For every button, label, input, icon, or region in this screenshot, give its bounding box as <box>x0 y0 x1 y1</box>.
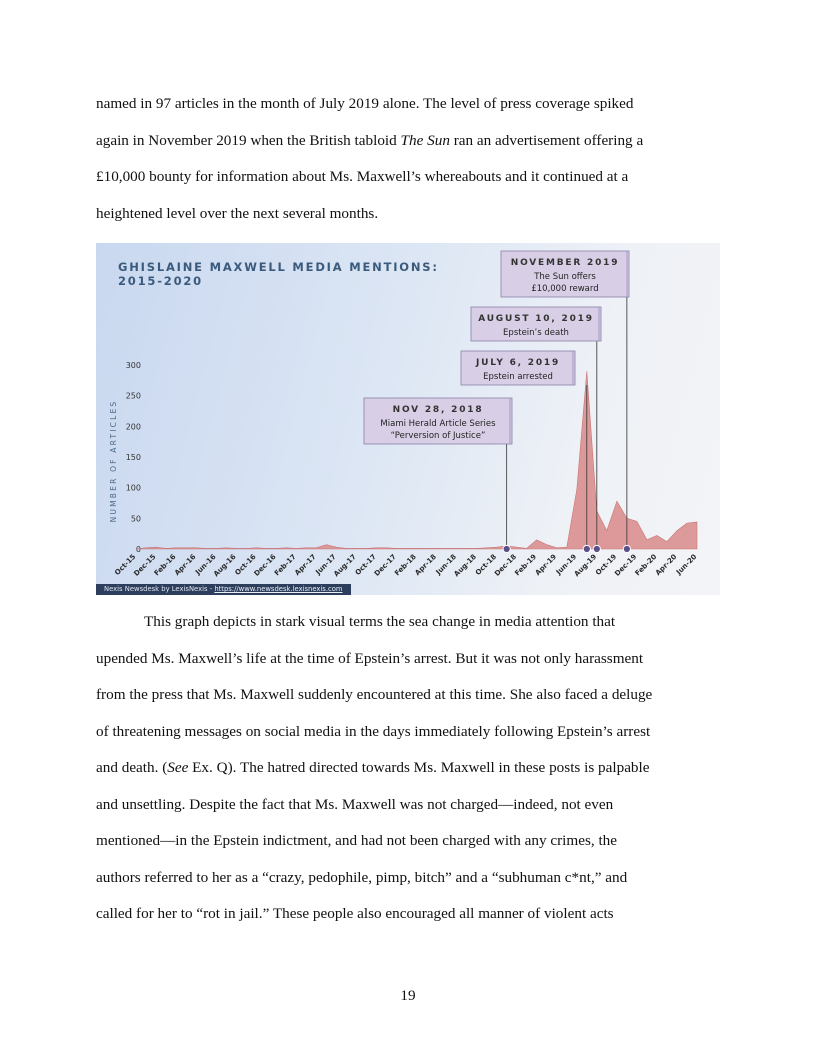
text-line: called for her to “rot in jail.” These people also encouraged all manner of violent acts <box>96 905 614 922</box>
event-marker <box>623 545 630 552</box>
x-tick-label: Dec-17 <box>372 552 398 578</box>
x-tick-label: Feb-20 <box>633 552 659 578</box>
x-tick-label: Dec-15 <box>132 552 158 578</box>
x-tick-label: Dec-16 <box>252 552 278 578</box>
text-line: authors referred to her as a “crazy, pedophile, pimp, bitch” and a “subhuman c*nt,” and <box>96 868 628 886</box>
source-link[interactable]: https://www.newsdesk.lexisnexis.com <box>214 585 343 593</box>
x-tick-label: Feb-19 <box>513 552 539 578</box>
x-tick-label: Oct-16 <box>233 552 258 577</box>
x-tick-label: Oct-19 <box>594 552 619 577</box>
text-line: and death. (See Ex. Q). The hatred directed towards Ms. Maxwell in these posts is palpable <box>96 759 650 776</box>
x-tick-label: Apr-17 <box>293 552 318 578</box>
x-tick-label: Feb-16 <box>152 552 178 578</box>
text-line: £10,000 bounty for information about Ms. Maxwell’s whereabouts and it continued at a <box>96 168 629 185</box>
y-tick-label: 300 <box>125 361 141 370</box>
paragraph-1 <box>96 86 726 232</box>
text-line: upended Ms. Maxwell’s life at the time of Epstein’s arrest. But it was not only harassment <box>96 649 644 667</box>
x-tick-label: Aug-17 <box>332 552 358 579</box>
event-marker <box>583 545 590 552</box>
x-tick-label: Apr-16 <box>173 552 198 578</box>
x-tick-label: Dec-19 <box>613 552 639 578</box>
annotation-title: AUGUST 10, 2019 <box>478 314 594 324</box>
annotation-title: NOVEMBER 2019 <box>510 258 620 268</box>
text-line: again in November 2019 when the British tabloid The Sun ran an advertisement offering a <box>96 131 644 149</box>
text-line: of threatening messages on social media in the days immediately following Epstein’s arrest <box>96 722 651 740</box>
x-tick-label: Feb-18 <box>393 552 418 578</box>
text-line: heightened level over the next several months. <box>96 204 379 222</box>
annotation-text: “Perversion of Justice” <box>390 431 486 441</box>
y-tick-label: 200 <box>125 422 141 432</box>
chart-title: 2015-2020 <box>118 274 203 288</box>
text-line: mentioned—in the Epstein indictment, and had not been charged with any crimes, the <box>96 832 618 849</box>
x-tick-label: Apr-19 <box>533 552 559 578</box>
annotation-text: £10,000 reward <box>531 284 599 294</box>
source-credit <box>96 584 351 595</box>
annotation-text: Miami Herald Article Series <box>380 419 496 429</box>
x-tick-label: Oct-17 <box>353 552 378 577</box>
x-tick-label: Jun-20 <box>674 552 699 577</box>
page-number: 19 <box>400 987 416 1004</box>
x-tick-label: Aug-19 <box>572 552 599 579</box>
annotation-text: The Sun offers <box>534 272 596 282</box>
text-line: named in 97 articles in the month of July 2019 alone. The level of press coverage spiked <box>96 95 634 112</box>
y-tick-label: 250 <box>125 391 141 401</box>
annotation-title: JULY 6, 2019 <box>475 358 561 368</box>
x-tick-label: Jun-19 <box>554 552 579 577</box>
paragraph-2 <box>96 604 726 933</box>
x-tick-label: Oct-18 <box>473 552 499 577</box>
chart-title: GHISLAINE MAXWELL MEDIA MENTIONS: <box>118 260 439 274</box>
x-tick-label: Oct-15 <box>113 552 138 577</box>
chart-svg <box>96 243 720 595</box>
x-tick-label: Jun-16 <box>194 552 218 577</box>
media-mentions-chart <box>96 243 720 595</box>
x-tick-label: Dec-18 <box>493 552 519 578</box>
annotation-text: Epstein’s death <box>503 328 569 338</box>
event-marker <box>593 545 600 552</box>
y-tick-label: 150 <box>125 453 141 462</box>
x-tick-label: Aug-16 <box>212 552 238 579</box>
y-tick-label: 100 <box>125 483 141 493</box>
annotation-text: Epstein arrested <box>483 372 553 382</box>
x-tick-label: Feb-17 <box>273 552 298 578</box>
y-tick-label: 50 <box>130 514 141 524</box>
text-line: This graph depicts in stark visual terms the sea change in media attention that <box>144 613 616 630</box>
annotation-title: NOV 28, 2018 <box>392 405 484 415</box>
x-tick-label: Apr-18 <box>413 552 438 578</box>
x-tick-label: Jun-17 <box>314 552 338 577</box>
event-marker <box>503 545 510 552</box>
y-tick-label: 0 <box>135 545 141 554</box>
text-line: from the press that Ms. Maxwell suddenly encountered at this time. She also faced a deluge <box>96 686 653 703</box>
source-prefix: Nexis Newsdesk by LexisNexis - <box>104 585 215 593</box>
x-tick-label: Apr-20 <box>653 552 679 578</box>
text-line: and unsettling. Despite the fact that Ms. Maxwell was not charged—indeed, not even <box>96 795 614 813</box>
y-axis-title: NUMBER OF ARTICLES <box>109 399 118 523</box>
x-tick-label: Jun-18 <box>434 552 458 577</box>
x-tick-label: Aug-18 <box>452 552 479 579</box>
